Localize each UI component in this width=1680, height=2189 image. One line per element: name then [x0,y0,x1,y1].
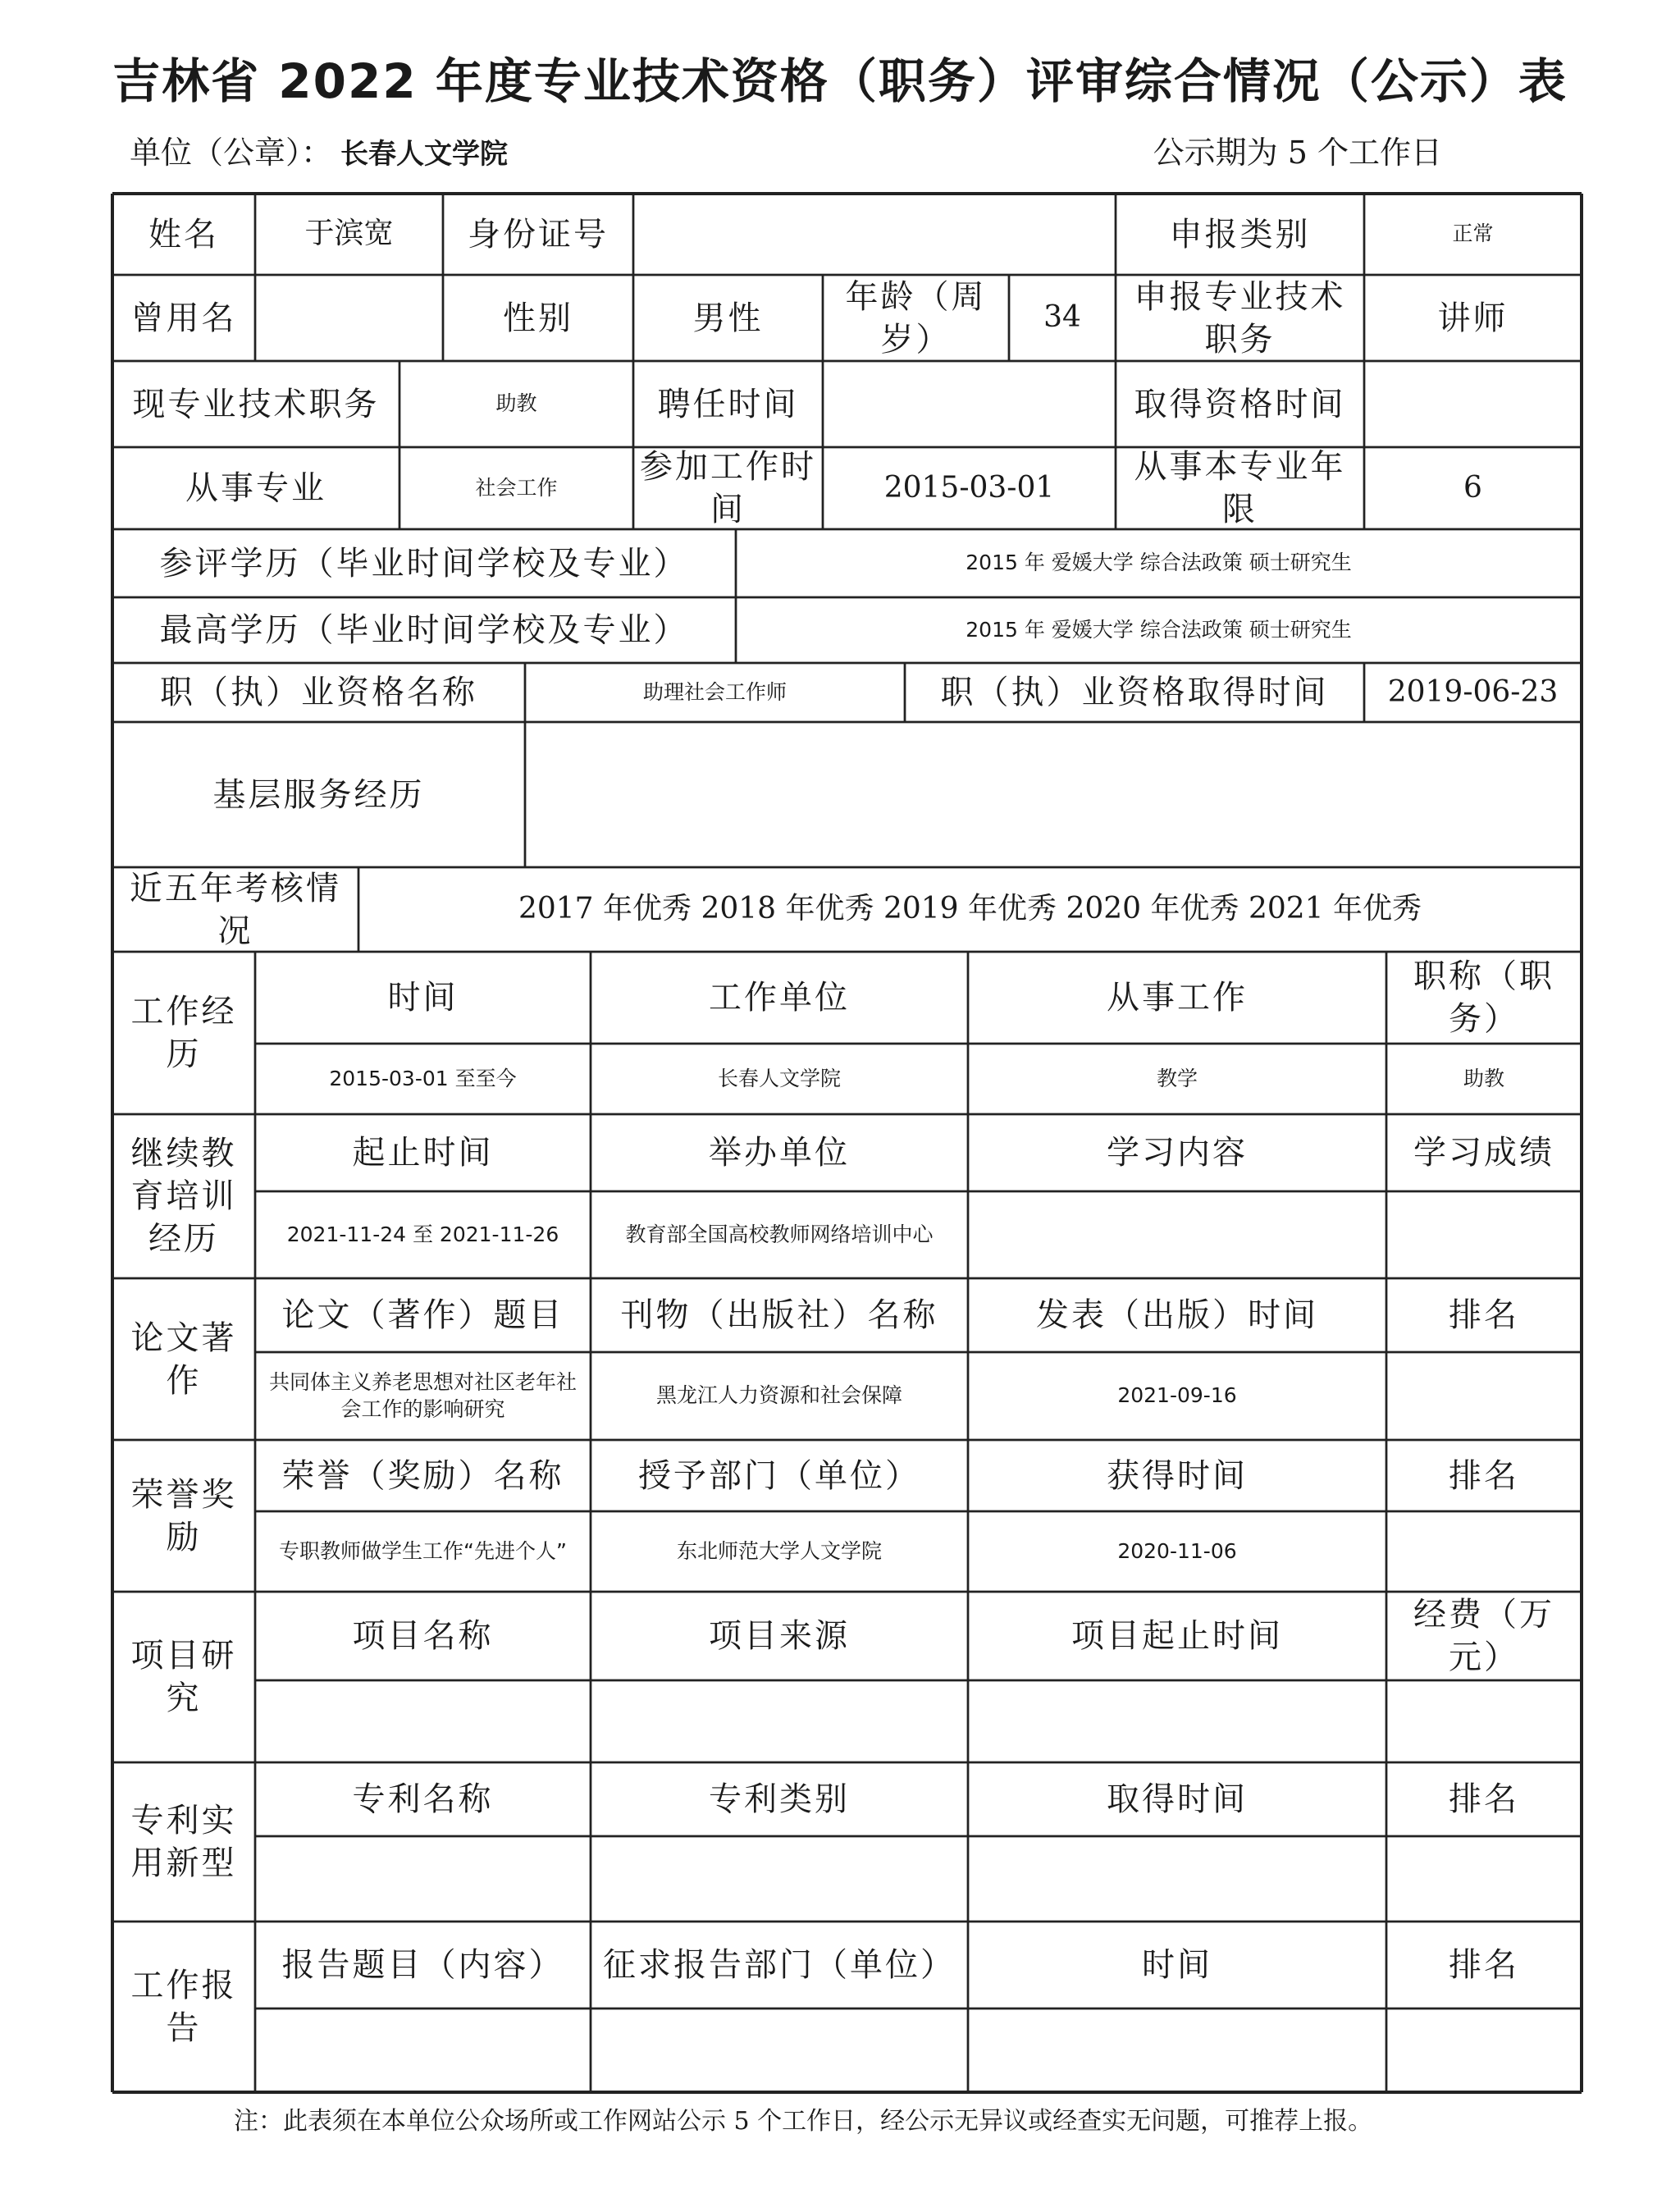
category-label: 申报类别 [1169,215,1311,254]
qual-time-label: 取得资格时间 [1134,385,1346,423]
work-history-header: 时间 [387,979,459,1017]
qual-time-value [1369,364,1577,444]
papers-header: 论文（著作）题目 [281,1296,564,1334]
projects-cell [260,1684,586,1759]
work-history-cell: 助教 [1463,1066,1504,1090]
papers-cell: 2021-09-16 [1117,1383,1237,1408]
review-edu-value: 2015 年 爱媛大学 综合法政策 硕士研究生 [966,551,1352,575]
assessment-label: 近五年考核情况 [130,869,341,950]
work-history-cell: 长春人文学院 [717,1066,841,1090]
current-title-value: 助教 [495,391,537,416]
honors-cell [1391,1515,1577,1588]
reports-label: 工作报告 [130,1967,237,2047]
footer-note: 注：此表须在本单位公众场所或工作网站公示 5 个工作日，经公示无异议或经查实无问题，可推荐上报。 [234,2107,1373,2136]
training-cell [973,1195,1381,1275]
honors-cell: 专职教师做学生工作“先进个人” [279,1538,567,1563]
former-name-value [260,278,438,358]
work-history-cell: 2015-03-01 至至今 [329,1066,517,1090]
id-number-value [638,197,1111,272]
review-edu-label: 参评学历（毕业时间学校及专业） [159,544,689,583]
honors-header: 授予部门（单位） [638,1456,920,1495]
patents-header: 专利类别 [709,1780,850,1818]
patents-cell [973,1839,1381,1918]
grassroots-value [530,725,1577,864]
age-label: 年龄（周岁） [845,277,987,359]
gender-value: 男性 [692,299,764,337]
reports-cell [1391,2012,1577,2089]
patents-header: 取得时间 [1107,1780,1248,1818]
reports-header: 时间 [1142,1946,1212,1984]
reports-header: 报告题目（内容） [281,1946,564,1984]
projects-header: 项目来源 [709,1617,850,1655]
unit-label: 单位（公章）： [130,135,333,171]
honors-header: 获得时间 [1107,1456,1248,1495]
patents-cell [1391,1839,1577,1918]
reports-cell [596,2012,963,2089]
papers-header: 排名 [1449,1296,1519,1334]
papers-header: 刊物（出版社）名称 [620,1296,938,1334]
honors-header: 荣誉（奖励）名称 [281,1456,564,1495]
projects-cell [973,1684,1381,1759]
cert-name-value: 助理社会工作师 [642,679,787,704]
unit-name: 长春人文学院 [340,138,509,171]
publicity-period: 公示期为 5 个工作日 [1153,135,1442,171]
honors-cell: 东北师范大学人文学院 [676,1538,882,1563]
projects-header: 项目名称 [352,1617,494,1655]
projects-cell [596,1684,963,1759]
projects-header: 项目起止时间 [1071,1617,1283,1655]
reports-header: 排名 [1449,1946,1519,1984]
training-header: 学习成绩 [1413,1134,1554,1172]
work-start-label: 参加工作时间 [640,448,816,528]
patents-header: 排名 [1449,1780,1519,1818]
patents-header: 专利名称 [352,1780,494,1818]
work-history-header: 职称（职务） [1413,957,1554,1038]
work-history-cell: 教学 [1156,1066,1198,1090]
cert-name-label: 职（执）业资格名称 [160,674,477,711]
patents-cell [260,1839,586,1918]
work-history-header: 从事工作 [1107,979,1248,1017]
top-edu-label: 最高学历（毕业时间学校及专业） [159,611,689,649]
work-history-label: 工作经历 [130,993,237,1073]
reports-header: 征求报告部门（单位） [603,1946,956,1984]
top-edu-value: 2015 年 爱媛大学 综合法政策 硕士研究生 [966,617,1352,642]
years-value: 6 [1463,470,1482,505]
training-label: 继续教育培训经历 [130,1135,237,1258]
projects-header: 经费（万元） [1413,1596,1554,1676]
assessment-value: 2017 年优秀 2018 年优秀 2019 年优秀 2020 年优秀 2021 年优秀 [518,892,1422,926]
training-cell: 2021-11-24 至 2021-11-26 [286,1222,559,1246]
grassroots-label: 基层服务经历 [212,775,425,814]
training-cell: 教育部全国高校教师网络培训中心 [625,1222,934,1246]
work-history-header: 工作单位 [709,979,850,1017]
reports-cell [260,2012,586,2089]
papers-cell: 共同体主义养老思想对社区老年社会工作的影响研究 [268,1370,577,1421]
honors-cell: 2020-11-06 [1117,1538,1237,1563]
page-title: 吉林省 2022 年度专业技术资格（职务）评审综合情况（公示）表 [112,53,1568,109]
training-cell [1391,1195,1577,1275]
category-value: 正常 [1452,222,1494,246]
name-label: 姓名 [148,215,219,254]
work-start-value: 2015-03-01 [883,470,1055,505]
cert-time-value: 2019-06-23 [1387,674,1559,709]
training-header: 起止时间 [352,1134,494,1172]
reports-cell [973,2012,1381,2089]
training-header: 举办单位 [709,1134,850,1172]
honors-label: 荣誉奖励 [130,1475,237,1556]
major-label: 从事专业 [185,469,326,507]
papers-cell [1391,1355,1577,1437]
apply-title-value: 讲师 [1437,299,1509,337]
honors-header: 排名 [1449,1456,1519,1495]
hire-time-value [828,364,1111,444]
papers-cell: 黑龙江人力资源和社会保障 [655,1383,902,1408]
years-label: 从事本专业年限 [1134,448,1346,528]
former-name-label: 曾用名 [130,299,237,337]
papers-header: 发表（出版）时间 [1036,1296,1318,1334]
name-value: 于滨宽 [304,217,394,251]
age-value: 34 [1043,300,1081,335]
projects-cell [1391,1684,1577,1759]
papers-label: 论文著作 [130,1318,237,1400]
major-value: 社会工作 [475,475,558,500]
gender-label: 性别 [503,299,573,337]
hire-time-label: 聘任时间 [657,385,799,423]
patents-cell [596,1839,963,1918]
patents-label: 专利实用新型 [130,1802,237,1882]
projects-label: 项目研究 [130,1637,237,1717]
id-number-label: 身份证号 [468,215,609,254]
cert-time-label: 职（执）业资格取得时间 [940,674,1329,711]
apply-title-label: 申报专业技术职务 [1134,277,1346,359]
current-title-label: 现专业技术职务 [132,385,380,423]
training-header: 学习内容 [1107,1134,1248,1172]
